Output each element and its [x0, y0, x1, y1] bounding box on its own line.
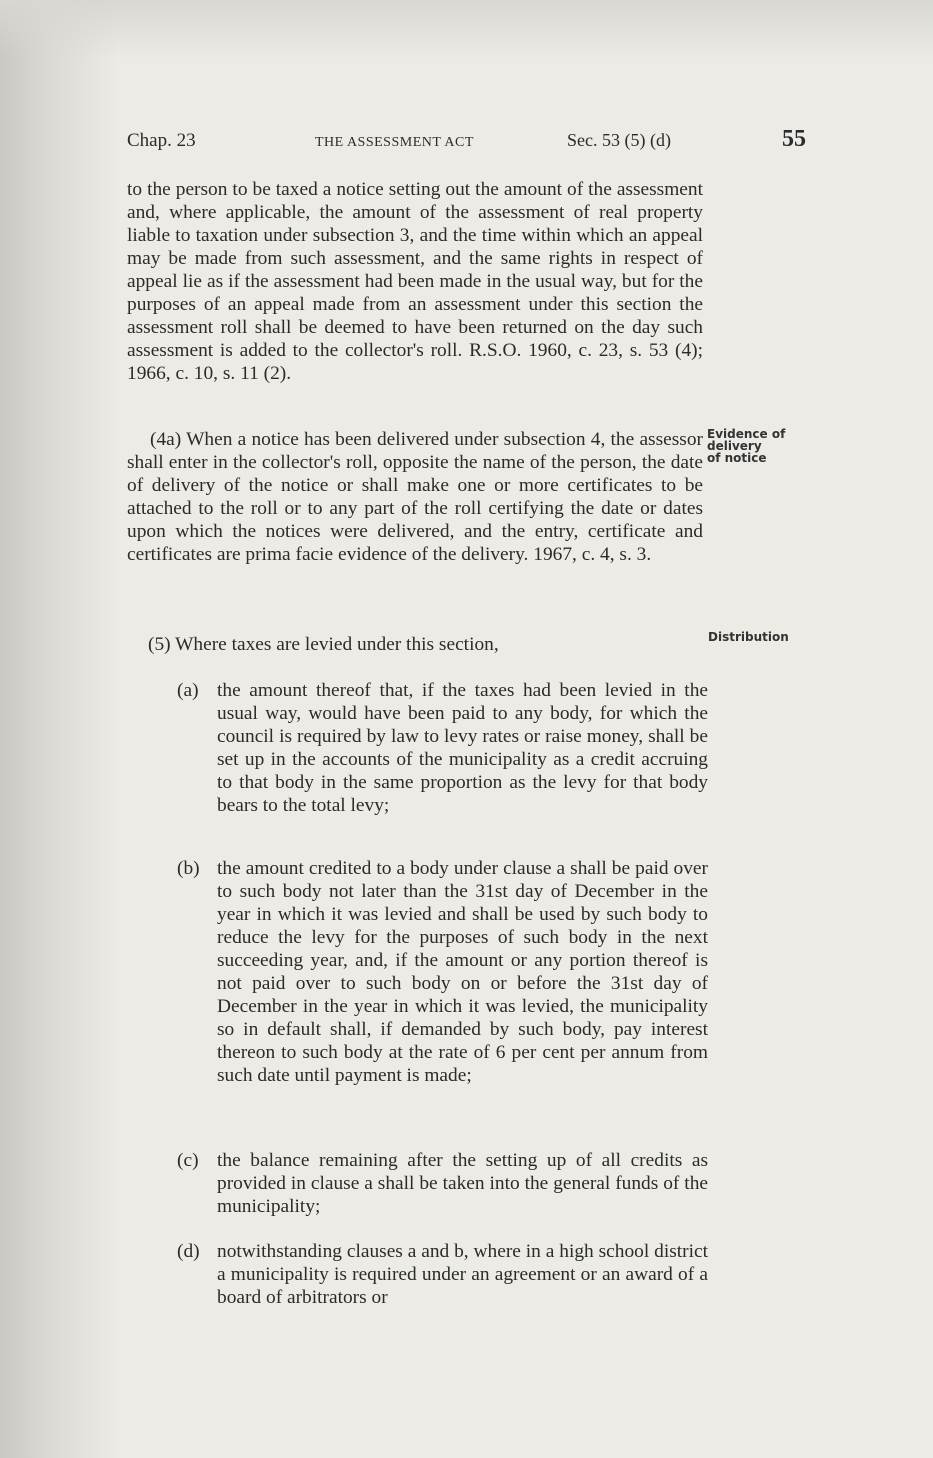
- clause-label: (d): [177, 1241, 200, 1262]
- paragraph-continuation: to the person to be taxed a notice setting out the amount of the assessment and, where applicable, the amount of the assessment of real property liable to taxation under subsection 3, and the time within which an appeal may be made from such assessment, and the same rights in respect of appeal lie as if the assessment had been made in the usual way, but for the purposes of an appeal made from an assessment under this section the assessment roll shall be deemed to have been returned on the day such assessment is added to the collector's roll. R.S.O. 1960, c. 23, s. 53 (4); 1966, c. 10, s. 11 (2).: [127, 179, 703, 384]
- clause-label: (b): [177, 858, 200, 879]
- chapter-label: Chap. 23: [127, 130, 196, 151]
- clause-text: notwithstanding clauses a and b, where in a high school district a municipality is required under an agreement or an award of a board of arbitrators or: [217, 1241, 708, 1308]
- clause-text: the amount credited to a body under clause a shall be paid over to such body not later than the 31st day of December in the year in which it was levied and shall be used by such body to reduce the levy for the purposes of such body in the next succeeding year, and, if the amount or any portion thereof is not paid over to such body on or before the 31st day of December in the year in which it was levied, the municipality so in default shall, if demanded by such body, pay interest thereon to such body at the rate of 6 per cent per annum from such date until payment is made;: [217, 858, 708, 1086]
- clause-label: (a): [177, 680, 199, 701]
- paragraph-4a: (4a) When a notice has been delivered under subsection 4, the assessor shall enter in the collector's roll, opposite the name of the person, the date of delivery of the notice or shall make one or more certificates to be attached to the roll or to any part of the roll certifying the date or dates upon which the notices were delivered, and the entry, certificate and certificates are prima facie evidence of the delivery. 1967, c. 4, s. 3.: [127, 429, 703, 565]
- act-title: THE ASSESSMENT ACT: [315, 135, 474, 150]
- margin-note-distribution: Distribution: [708, 630, 789, 644]
- margin-note-evidence: [707, 428, 785, 464]
- page-number: 55: [782, 126, 806, 152]
- running-header: [127, 126, 807, 160]
- page-shadow-top: [0, 0, 933, 60]
- margin-note-line: of notice: [707, 451, 767, 465]
- paragraph-5: (5) Where taxes are levied under this section,: [148, 634, 499, 655]
- clause-text: the amount thereof that, if the taxes had been levied in the usual way, would have been paid to any body, for which the council is required by law to levy rates or raise money, shall be set up in the accounts of the municipality as a credit accruing to that body in the same proportion as the levy for that body bears to the total levy;: [217, 680, 708, 816]
- clause-text: the balance remaining after the setting up of all credits as provided in clause a shall be taken into the general funds of the municipality;: [217, 1150, 708, 1217]
- section-reference: Sec. 53 (5) (d): [567, 130, 671, 150]
- clause-label: (c): [177, 1150, 199, 1171]
- margin-note-line: Evidence of: [707, 427, 786, 441]
- margin-note-line: delivery: [707, 439, 762, 453]
- page-shadow: [0, 0, 120, 1458]
